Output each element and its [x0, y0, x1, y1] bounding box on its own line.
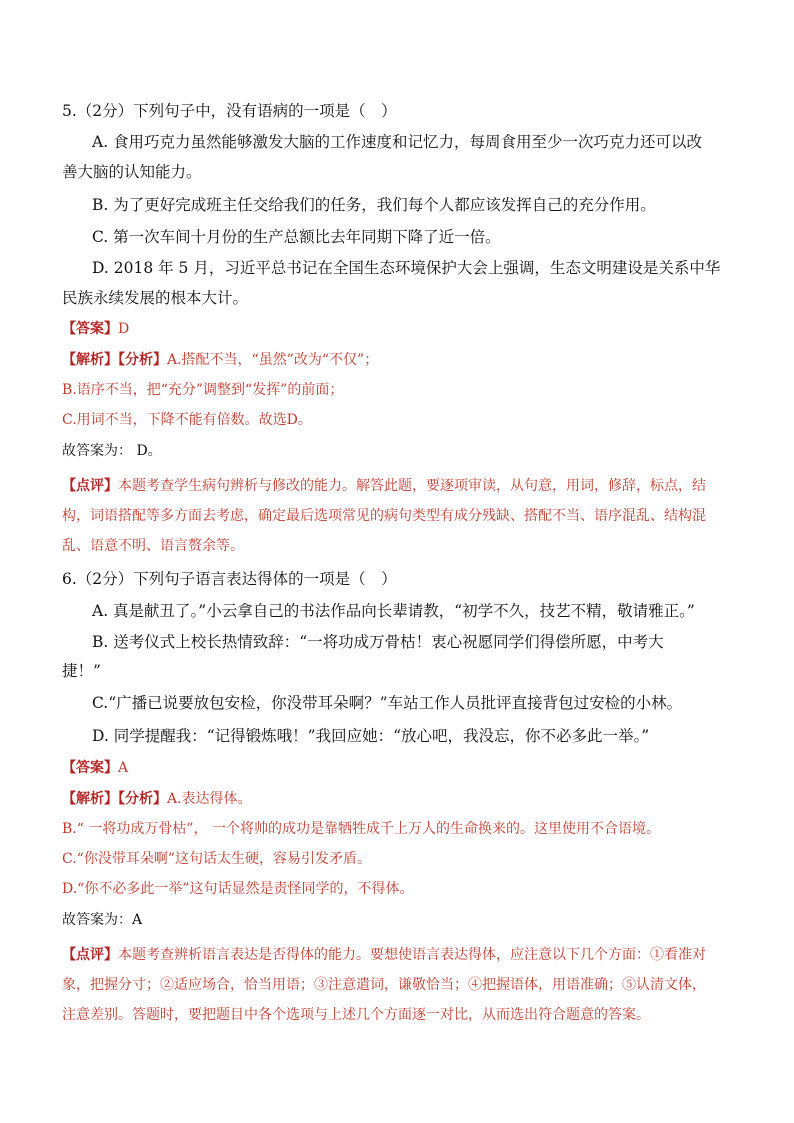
q5-option-d-line2: 民族永续发展的根本大计。	[62, 289, 249, 307]
q6-comment-line1	[62, 944, 706, 966]
q5-analysis-c: C.用词不当，下降不能有倍数。故选D。	[62, 412, 312, 428]
q5-option-a-line1: A. 食用巧克力虽然能够激发大脑的工作速度和记忆力，每周食用至少一次巧克力还可以改	[92, 133, 703, 151]
q6-option-b-line2: 捷！”	[62, 662, 101, 680]
q5-option-d-line1: D. 2018 年 5 月，习近平总书记在全国生态环境保护大会上强调，生态文明建设是关系中华	[92, 259, 721, 277]
q6-option-b-line1: B. 送考仪式上校长热情致辞：“一将功成万骨枯！衷心祝愿同学们得偿所愿，中考大	[92, 633, 664, 651]
q5-analysis-a	[62, 349, 378, 371]
q5-answer	[62, 318, 129, 340]
q6-analysis-d: D.“你不必多此一举”这句话显然是责怪同学的，不得体。	[62, 881, 414, 897]
q5-final-answer: 故答案为： D。	[62, 443, 162, 459]
q5-option-c: C. 第一次车间十月份的生产总额比去年同期下降了近一倍。	[92, 228, 501, 246]
q5-comment-line2: 构，词语搭配等多方面去考虑，确定最后选项常见的病句类型有成分残缺、搭配不当、语序混乱、结构混	[62, 508, 706, 524]
q6-stem: 6.（2分）下列句子语言表达得体的一项是（ ）	[62, 570, 397, 588]
q5-analysis-a-text: A.搭配不当，“虽然”改为“不仅”；	[167, 352, 379, 368]
q6-analysis-c: C.“你没带耳朵啊”这句话太生硬，容易引发矛盾。	[62, 851, 371, 867]
q6-answer	[62, 757, 128, 779]
q5-option-b: B. 为了更好完成班主任交给我们的任务，我们每个人都应该发挥自己的充分作用。	[92, 196, 656, 214]
q6-answer-tag: 【答案】	[62, 760, 118, 776]
q6-option-d: D. 同学提醒我：“记得锻炼哦！”我回应她：“放心吧，我没忘，你不必多此一举。”	[92, 727, 650, 745]
q5-answer-tag: 【答案】	[62, 321, 118, 337]
q5-comment-line1	[62, 475, 706, 497]
q6-analysis-b: B.“ 一将功成万骨枯”， 一个将帅的成功是靠牺牲成千上万人的生命换来的。这里使用不合语境。	[62, 821, 660, 837]
q5-answer-value: D	[118, 321, 130, 337]
q6-comment-text1: 本题考查辨析语言表达是否得体的能力。要想使语言表达得体，应注意以下几个方面：①看准对	[118, 947, 706, 963]
q6-comment-line2: 象，把握分寸；②适应场合，恰当用语；③注意遣词，谦敬恰当；④把握语体，用语准确；⑤认清文体，	[62, 977, 706, 993]
q6-option-c: C.“广播已说要放包安检，你没带耳朵啊？”车站工作人员批评直接背包过安检的小林。	[92, 694, 683, 712]
q5-analysis-tag: 【解析】【分析】	[62, 352, 167, 368]
q6-analysis-a	[62, 788, 252, 810]
q6-answer-value: A	[118, 760, 129, 776]
q5-comment-tag: 【点评】	[62, 478, 118, 494]
q5-stem: 5.（2分）下列句子中，没有语病的一项是（ ）	[62, 102, 397, 120]
q6-comment-tag: 【点评】	[62, 947, 118, 963]
q6-analysis-tag: 【解析】【分析】	[62, 791, 167, 807]
q6-comment-line3: 注意差别。答题时，要把题目中各个选项与上述几个方面逐一对比，从而选出符合题意的答案。	[62, 1007, 650, 1023]
q5-comment-line3: 乱、语意不明、语言赘余等。	[62, 538, 244, 554]
q6-option-a: A. 真是献丑了。”小云拿自己的书法作品向长辈请教，“初学不久，技艺不精，敬请雅正。”	[92, 602, 695, 620]
q5-analysis-b: B.语序不当，把“充分”调整到“发挥”的前面；	[62, 382, 344, 398]
q5-comment-text1: 本题考查学生病句辨析与修改的能力。解答此题，要逐项审读，从句意，用词，修辞，标点，结	[118, 478, 706, 494]
q6-analysis-a-text: A.表达得体。	[167, 791, 252, 807]
q6-final-answer: 故答案为：A	[62, 912, 143, 928]
q5-option-a-line2: 善大脑的认知能力。	[62, 163, 202, 181]
